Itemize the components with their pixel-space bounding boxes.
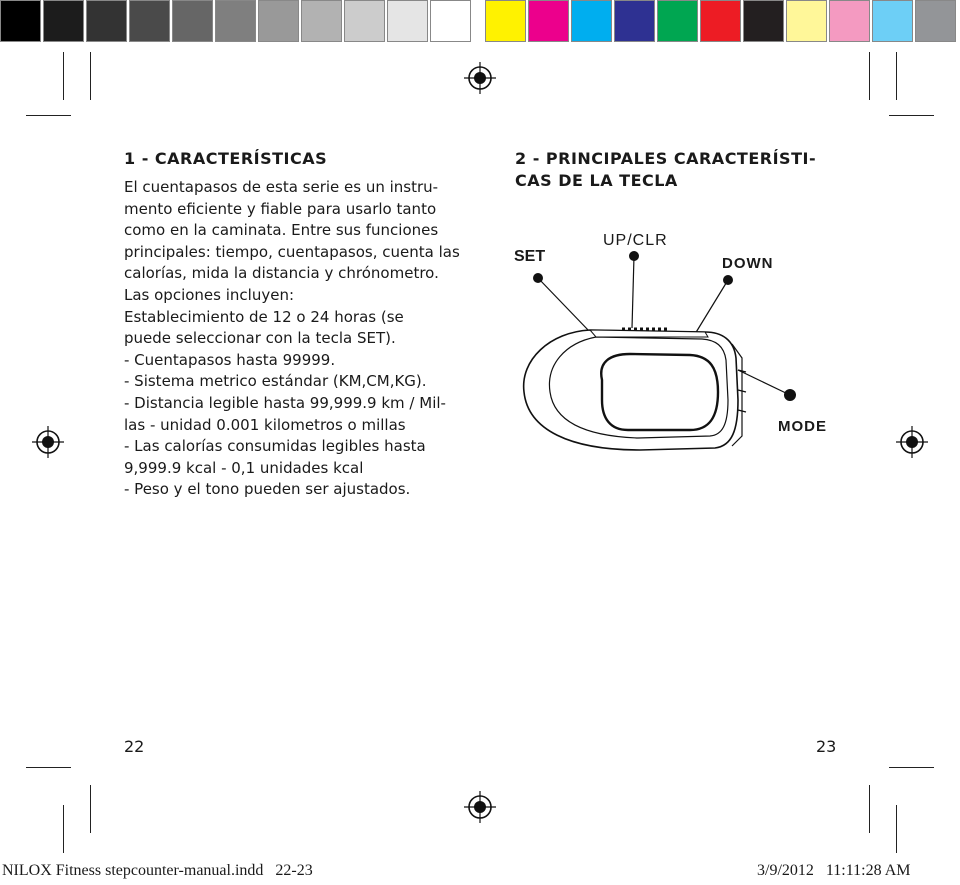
set-key-label: SET <box>514 248 546 265</box>
color-swatch <box>571 0 612 42</box>
section-heading-caracteristicas: 1 - CARACTERÍSTICAS <box>124 149 328 168</box>
heading-line: 2 - PRINCIPALES CARACTERÍSTI- <box>515 149 817 168</box>
crop-mark <box>26 767 71 768</box>
crop-mark <box>90 785 91 833</box>
crop-mark <box>896 52 897 100</box>
print-timestamp: 3/9/2012 11:11:28 AM <box>757 862 911 879</box>
crop-mark <box>869 785 870 833</box>
color-swatch <box>387 0 428 42</box>
color-swatch <box>344 0 385 42</box>
color-swatch <box>301 0 342 42</box>
crop-mark <box>26 115 71 116</box>
color-swatch <box>430 0 471 42</box>
color-swatch <box>129 0 170 42</box>
color-swatch <box>485 0 526 42</box>
crop-mark <box>63 805 64 853</box>
page-number-right: 23 <box>816 737 837 756</box>
registration-mark-icon <box>464 791 496 823</box>
crop-mark <box>889 115 934 116</box>
color-swatch <box>915 0 956 42</box>
color-swatch <box>86 0 127 42</box>
down-key-label: DOWN <box>722 255 774 272</box>
crop-mark <box>896 805 897 853</box>
color-swatch <box>743 0 784 42</box>
features-description: El cuentapasos de esta serie es un instru- mento eficiente y fiable para usarlo tanto como en la caminata. Entre sus funciones principales: tiempo, cuentapasos, cuenta las calorías, mida la distancia y chrónometro. Las opciones incluyen: Establecimiento de 12 o 24 horas (se puede seleccionar con la tecla SET). - Cuentapasos hasta 99999. - Sistema metrico estándar (KM,CM,KG). - Distancia legible hasta 99,999.9 km / Mil- las - unidad 0.001 kilometros o millas - Las calorías consumidas legibles hasta 9,999.9 kcal - 0,1 unidades kcal - Peso y el tono pueden ser ajustados. <box>124 178 460 499</box>
crop-mark <box>63 52 64 100</box>
section-heading-teclas <box>515 148 816 192</box>
registration-mark-icon <box>464 62 496 94</box>
color-swatch <box>172 0 213 42</box>
color-swatch <box>43 0 84 42</box>
color-swatch <box>0 0 41 42</box>
color-swatch <box>700 0 741 42</box>
color-swatch <box>786 0 827 42</box>
color-swatch <box>215 0 256 42</box>
color-calibration-bar <box>485 0 958 44</box>
color-swatch <box>258 0 299 42</box>
color-swatch <box>829 0 870 42</box>
up-clr-key-label: UP/CLR <box>603 232 668 249</box>
step-counter-illustration <box>510 240 830 480</box>
crop-mark <box>869 52 870 100</box>
file-slug: NILOX Fitness stepcounter-manual.indd 22-23 <box>2 862 313 879</box>
color-swatch <box>528 0 569 42</box>
grayscale-calibration-bar <box>0 0 473 44</box>
registration-mark-icon <box>896 426 928 458</box>
crop-mark <box>90 52 91 100</box>
color-swatch <box>657 0 698 42</box>
page-number-left: 22 <box>124 737 145 756</box>
registration-mark-icon <box>32 426 64 458</box>
heading-line: CAS DE LA TECLA <box>515 171 678 190</box>
color-swatch <box>872 0 913 42</box>
mode-key-label: MODE <box>778 418 827 435</box>
color-swatch <box>614 0 655 42</box>
crop-mark <box>889 767 934 768</box>
